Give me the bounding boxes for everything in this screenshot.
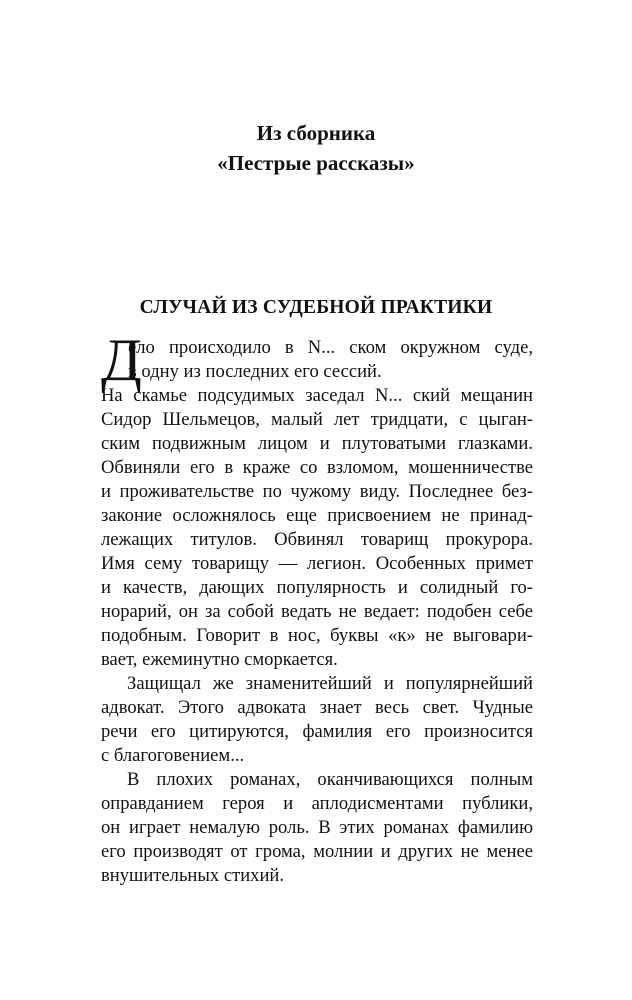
text-line: он играет немалую роль. В этих романах фамилию (101, 817, 533, 838)
collection-heading-line-1: Из сборника (256, 121, 376, 145)
text-line: ским подвижным лицом и плутоватыми глазками. (101, 433, 533, 454)
text-line: и качеств, дающих популярность и солидный го- (101, 577, 533, 598)
drop-cap: Д (101, 327, 142, 393)
text-line: Имя сему товарищу — легион. Особенных примет (101, 553, 533, 574)
text-line: и проживательстве по чужому виду. Последнее без- (101, 481, 533, 502)
text-line: На скамье подсудимых заседал N... ский мещанин (101, 385, 533, 406)
text-line: подобным. Говорит в нос, буквы «к» не выговари- (101, 625, 533, 646)
text-line: речи его цитируются, фамилия его произносится (101, 721, 533, 742)
story-title: СЛУЧАЙ ИЗ СУДЕБНОЙ ПРАКТИКИ (139, 297, 493, 318)
text-line: его производят от грома, молнии и других не менее (101, 841, 533, 862)
text-line: адвокат. Этого адвоката знает весь свет. Чудные (101, 697, 533, 718)
collection-heading-line-2: «Пестрые рассказы» (217, 151, 415, 175)
text-line: Обвиняли его в краже со взломом, мошенничестве (101, 457, 533, 478)
text-line: В плохих романах, оканчивающихся полным (127, 769, 533, 790)
text-line: Сидор Шельмецов, малый лет тридцати, с цыган- (101, 409, 533, 430)
text-line: Защищал же знаменитейший и популярнейший (127, 673, 533, 694)
text-line: внушительных стихий. (101, 865, 284, 886)
text-line: законие осложнялось еще присвоением не принад- (101, 505, 533, 526)
text-line: оправданием героя и аплодисментами публики, (101, 793, 533, 814)
text-line: лежащих титулов. Обвинял товарищ прокурора. (101, 529, 533, 550)
collection-heading (0, 118, 632, 178)
text-line: вает, ежеминутно сморкается. (101, 649, 338, 670)
text-line: в одну из последних его сессий. (128, 361, 382, 382)
text-line: ело происходило в N... ском окружном суде, (128, 337, 533, 358)
text-line: норарий, он за собой ведать не ведает: подобен себе (101, 601, 533, 622)
text-line: с благоговением... (101, 745, 245, 766)
story-body (101, 327, 533, 888)
